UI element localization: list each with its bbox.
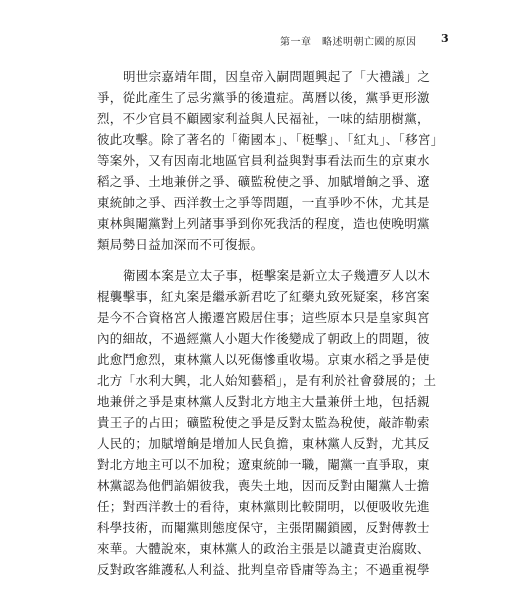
text-line: 東林與閹黨對上列諸事爭到你死我活的程度，造也使晚明黨 xyxy=(97,216,430,231)
page-number: 3 xyxy=(441,32,449,45)
text-line: 林黨認為他們諂媚彼我，喪失土地，因而反對由閹黨人士擔 xyxy=(97,478,430,493)
body-text xyxy=(97,66,444,590)
text-line: 衛國本案是立太子事，梃擊案是新立太子幾遭歹人以木 xyxy=(123,268,431,283)
text-line: 來華。大體說來，東林黨人的政治主張是以譴責吏治腐敗、 xyxy=(97,541,430,556)
text-line: 烈，不少官員不顧國家利益與人民福祉，一味的結朋樹黨， xyxy=(97,111,430,126)
text-line: 爭，從此產生了忌劣黨爭的後遺症。萬曆以後，黨爭更形激 xyxy=(97,90,430,105)
text-line: 棍襲擊事，紅丸案是繼承新君吃了紅藥丸致死疑案，移宮案 xyxy=(97,289,430,304)
text-line: 貴王子的占田；礦監稅使之爭是反對太監為稅使，敲詐勒索 xyxy=(97,415,430,430)
running-header xyxy=(0,33,520,47)
text-line: 東統帥之爭、西洋教士之爭等問題，一直爭吵不休，尤其是 xyxy=(97,195,430,210)
text-line: 人民的；加賦增餉是增加人民負擔，東林黨人反對，尤其反 xyxy=(97,436,430,451)
text-line: 明世宗嘉靖年間，因皇帝入嗣問題興起了「大禮議」之 xyxy=(123,69,431,84)
text-line: 對北方地主可以不加稅；遼東統帥一職，閹黨一直爭取，東 xyxy=(97,457,430,472)
text-line: 彼此攻擊。除了著名的「衛國本」、「梃擊」、「紅丸」、「移宮」 xyxy=(97,132,444,147)
text-line: 內的細故，不過經黨人小題大作後變成了朝政上的問題，彼 xyxy=(97,331,430,346)
text-line: 等案外，又有因南北地區官員利益與對事看法而生的京東水 xyxy=(97,153,430,168)
text-line: 是今不合資格宮人搬遷宮殿居住事；這些原本只是皇家與宮 xyxy=(97,310,430,325)
text-line: 任；對西洋教士的看待，東林黨則比較開明，以便吸收先進 xyxy=(97,499,430,514)
text-line: 此愈鬥愈烈，東林黨人以死傷慘重收場。京東水稻之爭是使 xyxy=(97,352,430,367)
text-line: 北方「水利大興，北人始知藝稻」，是有利於社會發展的；土 xyxy=(97,373,437,388)
chapter-title: 第一章 略述明朝亡國的原因 xyxy=(280,37,417,48)
text-line: 稻之爭、土地兼併之爭、礦監稅使之爭、加賦增餉之爭、遼 xyxy=(97,174,430,189)
text-line: 地兼併之爭是東林黨人反對北方地主大量兼併土地，包括親 xyxy=(97,394,430,409)
text-line: 反對政客維護私人利益、批判皇帝昏庸等為主；不過重視學 xyxy=(97,562,430,577)
text-line: 類局勢日益加深而不可復振。 xyxy=(97,237,264,252)
text-line: 科學技術，而閹黨則態度保守，主張閉關鎖國，反對傳教士 xyxy=(97,520,430,535)
paragraph-1 xyxy=(97,66,444,255)
paragraph-2 xyxy=(97,265,437,580)
